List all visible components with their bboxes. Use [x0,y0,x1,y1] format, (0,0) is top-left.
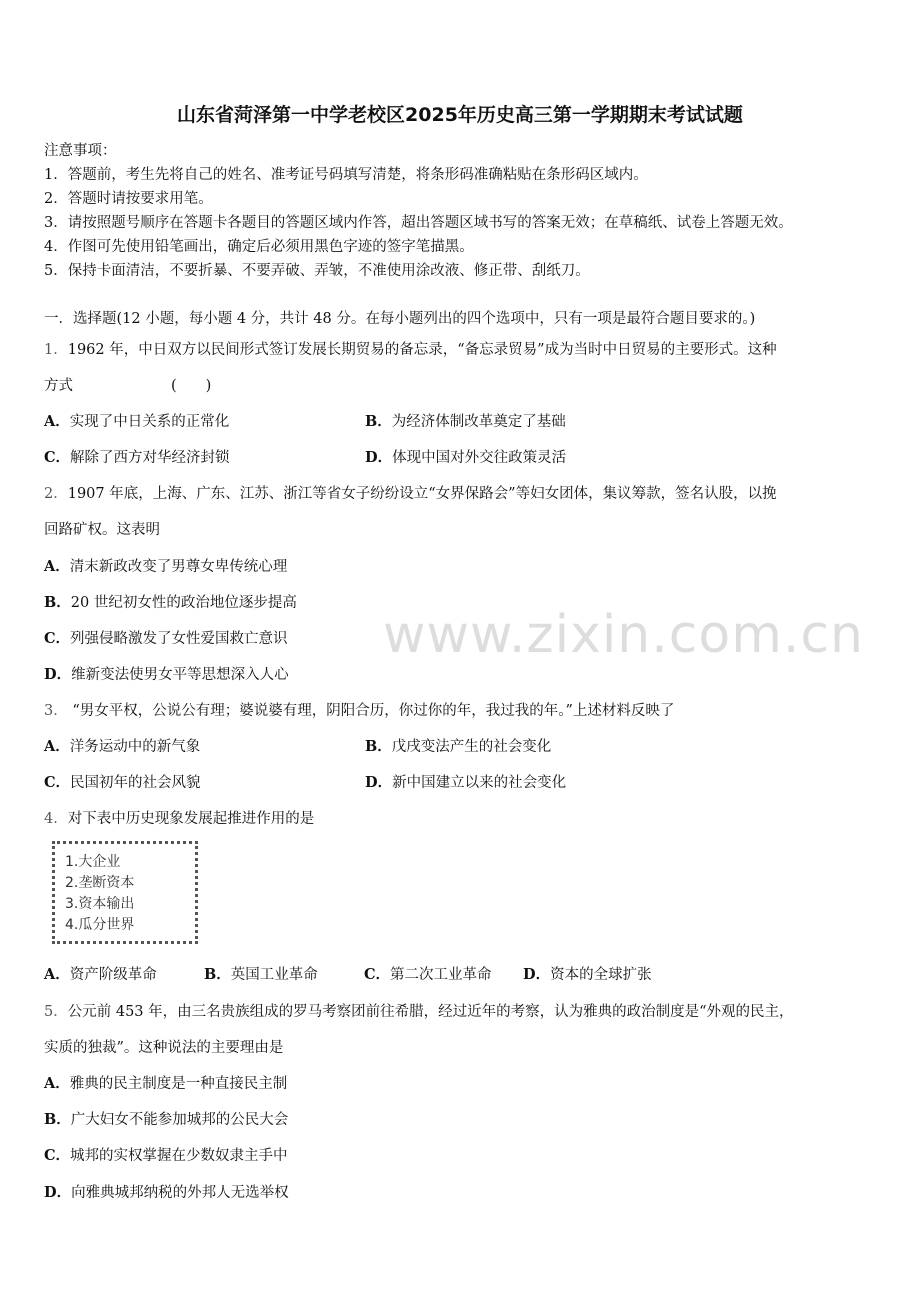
question-3-stem [44,699,674,720]
option-text: 实现了中日关系的正常化 [69,414,230,430]
question-text: 对下表中历史现象发展起推进作用的是 [67,811,315,827]
option-d [44,663,289,684]
option-label: D． [365,449,393,466]
option-text: 戊戌变法产生的社会变化 [391,739,552,755]
option-label: C． [44,1147,71,1164]
option-a [44,735,200,756]
note-item: 2．答题时请按要求用笔。 [44,191,213,207]
option-c [44,1144,288,1165]
figure-item: 4.瓜分世界 [65,917,135,933]
option-label: C． [44,774,71,791]
option-a [44,963,157,984]
question-text: “男女平权，公说公有理；婆说婆有理，阴阳合历，你过你的年，我过我的年。”上述材料反映了 [72,703,675,719]
option-label: D． [44,666,72,683]
option-label: C． [44,449,71,466]
question-4-stem [44,807,314,828]
option-text: 维新变法使男女平等思想深入人心 [71,667,289,683]
section-heading: 一．选择题(12 小题，每小题 4 分，共计 48 分。在每小题列出的四个选项中，只有一项是最符合题目要求的。) [44,311,756,327]
question-2-stem-cont: 回路矿权。这表明 [44,522,160,538]
question-number: 2． [44,486,68,502]
option-text: 民国初年的社会风貌 [70,775,201,791]
option-label: C． [364,966,391,983]
question-number: 1． [44,342,68,358]
option-c [44,446,230,467]
question-1-stem-cont [44,374,211,395]
question-1-stem [44,338,777,359]
option-label: B． [365,738,392,755]
question-2-stem [44,482,777,503]
option-text: 体现中国对外交往政策灵活 [392,450,567,466]
question-text: 公元前 453 年，由三名贵族组成的罗马考察团前往希腊，经过近年的考察，认为雅典的政治制度是“外观的民主， [67,1004,794,1020]
option-label: A． [44,413,70,430]
question-5-stem [44,1000,794,1021]
option-d [365,771,566,792]
option-b [365,410,566,431]
watermark: www.zixin.com.cn [383,605,864,665]
option-d [44,1181,289,1202]
figure-item: 2.垄断资本 [65,875,135,891]
question-text: 1962 年，中日双方以民间形式签订发展长期贸易的备忘录，“备忘录贸易”成为当时中日贸易的主要形式。这种 [67,342,777,358]
figure-item: 3.资本输出 [65,896,135,912]
option-text: 资产阶级革命 [69,967,157,983]
option-label: A． [44,1075,70,1092]
figure-table [52,841,198,944]
option-text: 清末新政改变了男尊女卑传统心理 [69,559,288,575]
notes-heading: 注意事项： [44,143,117,159]
note-item: 4．作图可先使用铅笔画出，确定后必须用黑色字迹的签字笔描黑。 [44,239,474,255]
question-5-stem-cont: 实质的独裁”。这种说法的主要理由是 [44,1040,284,1056]
option-text: 为经济体制改革奠定了基础 [391,414,566,430]
option-label: B． [44,594,71,611]
option-text: 解除了西方对华经济封锁 [70,450,230,466]
option-d [365,446,566,467]
option-text: 20 世纪初女性的政治地位逐步提高 [70,595,297,611]
option-label: D． [44,1184,72,1201]
option-b [44,1108,288,1129]
note-item: 5．保持卡面清洁，不要折暴、不要弄破、弄皱，不准使用涂改液、修正带、刮纸刀。 [44,263,590,279]
option-label: D． [365,774,393,791]
option-a [44,1072,287,1093]
option-text: 第二次工业革命 [390,967,492,983]
note-item: 1．答题前，考生先将自己的姓名、准考证号码填写清楚，将条形码准确粘贴在条形码区域内。 [44,167,648,183]
option-text: 新中国建立以来的社会变化 [392,775,567,791]
option-text: 列强侵略激发了女性爱国救亡意识 [70,631,288,647]
option-text: 广大妇女不能参加城邦的公民大会 [70,1112,289,1128]
option-text: 雅典的民主制度是一种直接民主制 [69,1076,288,1092]
option-text: 资本的全球扩张 [550,967,652,983]
option-a [44,410,229,431]
figure-item: 1.大企业 [65,854,121,870]
option-b [204,963,318,984]
option-a [44,555,287,576]
note-item: 3．请按照题号顺序在答题卡各题目的答题区域内作答，超出答题区域书写的答案无效；在草稿纸、试卷上答题无效。 [44,215,793,231]
option-text: 英国工业革命 [230,967,318,983]
option-c [44,771,201,792]
option-b [44,591,297,612]
option-label: A． [44,738,70,755]
question-number: 3． [44,703,68,719]
option-b [365,735,551,756]
option-text: 向雅典城邦纳税的外邦人无选举权 [71,1185,289,1201]
answer-parentheses: ( ) [171,378,212,394]
question-number: 5． [44,1004,68,1020]
option-text: 城邦的实权掌握在少数奴隶主手中 [70,1148,288,1164]
option-label: A． [44,966,70,983]
option-label: B． [365,413,392,430]
question-number: 4． [44,811,68,827]
option-d [523,963,652,984]
option-c [44,627,288,648]
option-label: B． [44,1111,71,1128]
option-label: A． [44,558,70,575]
option-text: 洋务运动中的新气象 [69,739,201,755]
option-label: B． [204,966,231,983]
option-label: D． [523,966,551,983]
question-text: 1907 年底，上海、广东、江苏、浙江等省女子纷纷设立“女界保路会”等妇女团体，集议筹款，签名认股，以挽 [67,486,777,502]
question-text: 方式 [44,378,73,394]
option-label: C． [44,630,71,647]
page-title: 山东省菏泽第一中学老校区2025年历史高三第一学期期末考试试题 [177,104,743,126]
option-c [364,963,492,984]
